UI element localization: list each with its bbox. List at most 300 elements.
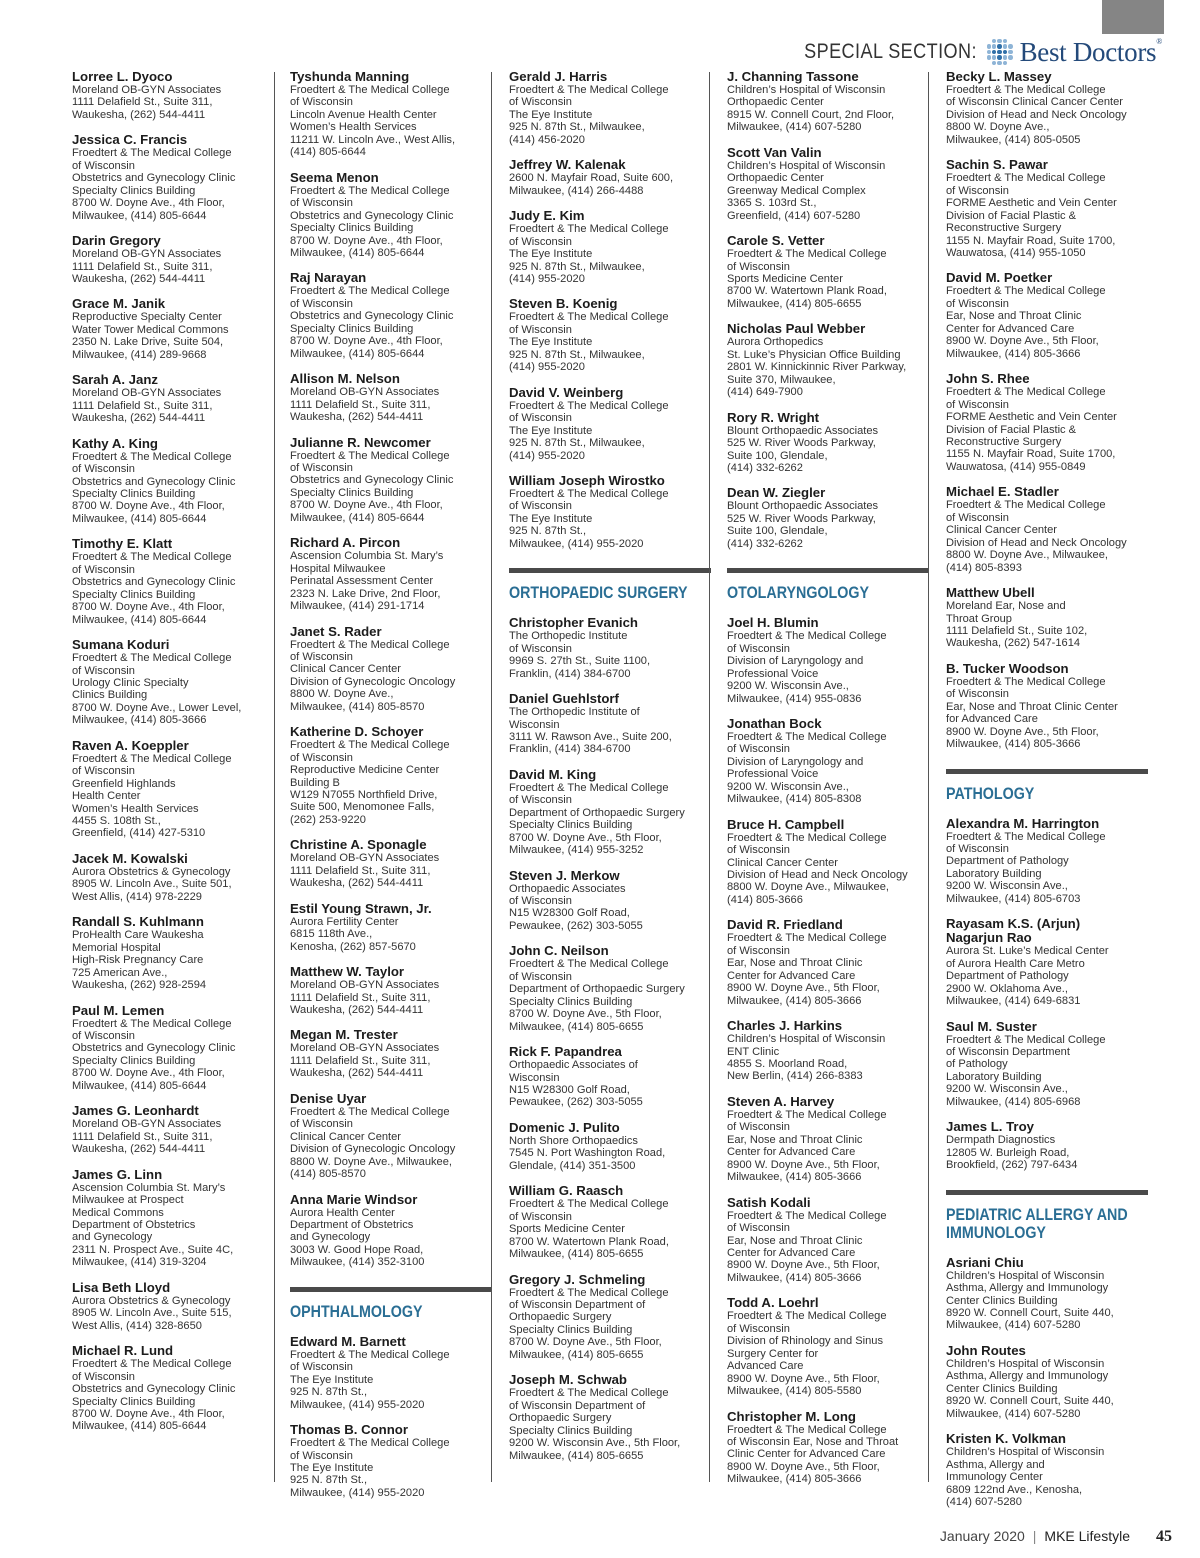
doctor-address-line: Froedtert & The Medical College xyxy=(946,285,1106,298)
doctor-address-line: (414) 805-3666 xyxy=(727,893,803,906)
doctor-address-line: Milwaukee, (414) 607-5280 xyxy=(946,1407,1081,1420)
brand-name: Best Doctors xyxy=(1019,36,1157,67)
doctor-address-line: 925 N. 87th St., Milwaukee, xyxy=(509,121,645,134)
doctor-address-line: Clinical Cancer Center xyxy=(727,856,838,869)
doctor-address-line: of Wisconsin xyxy=(727,1322,790,1335)
doctor-name: Christopher M. Long xyxy=(727,1408,856,1424)
doctor-entry xyxy=(72,1004,274,1093)
doctor-name: Raven A. Koeppler xyxy=(72,737,189,753)
doctor-name: Jacek M. Kowalski xyxy=(72,850,188,866)
doctor-address-line: Milwaukee, (414) 266-4488 xyxy=(509,184,644,197)
doctor-address-line: 3111 W. Rawson Ave., Suite 200, xyxy=(509,730,672,743)
doctor-address-line: Greenfield, (414) 427-5310 xyxy=(72,827,206,840)
doctor-address-line: Froedtert & The Medical College xyxy=(290,739,450,752)
doctor-name: Steven B. Koenig xyxy=(509,296,618,312)
page-number: 45 xyxy=(1156,1528,1172,1545)
doctor-entry xyxy=(727,1019,929,1083)
doctor-address-line: Division of Rhinology and Sinus xyxy=(727,1335,884,1348)
doctor-address-line: Milwaukee, (414) 805-6644 xyxy=(72,613,207,626)
doctor-address-line: Milwaukee, (414) 289-9668 xyxy=(72,348,207,361)
doctor-address-line: Reproductive Medicine Center xyxy=(290,764,440,777)
doctor-address-line: of Wisconsin xyxy=(727,1222,790,1235)
doctor-name: Megan M. Trester xyxy=(290,1027,398,1043)
doctor-entry xyxy=(946,586,1148,650)
doctor-address-line: 8800 W. Doyne Ave., xyxy=(946,121,1050,134)
doctor-address-line: (414) 332-6262 xyxy=(727,537,803,550)
doctor-address-line: 8900 W. Doyne Ave., 5th Floor, xyxy=(727,982,880,995)
doctor-name: J. Channing Tassone xyxy=(727,69,859,84)
doctor-address-line: of Wisconsin Department of xyxy=(509,1399,646,1412)
doctor-address-line: of Wisconsin xyxy=(946,843,1009,856)
doctor-address-line: (262) 253-9220 xyxy=(290,813,366,826)
doctor-address-line: Moreland OB-GYN Associates xyxy=(290,852,440,865)
doctor-address-line: 925 N. 87th St., Milwaukee, xyxy=(509,348,645,361)
doctor-address-line: Obstetrics and Gynecology Clinic xyxy=(72,1042,236,1055)
doctor-address-line: Milwaukee, (414) 805-6644 xyxy=(290,347,425,360)
directory-column-3 xyxy=(509,70,711,1474)
doctor-address-line: Orthopaedic Surgery xyxy=(509,1311,612,1324)
doctor-entry xyxy=(290,271,492,360)
doctor-address-line: of Wisconsin xyxy=(290,650,353,663)
doctor-address-line: of Wisconsin xyxy=(509,235,572,248)
doctor-name: David V. Weinberg xyxy=(509,384,624,400)
doctor-address-line: (414) 805-6644 xyxy=(290,146,366,159)
doctor-address-line: Clinical Cancer Center xyxy=(290,1130,401,1143)
doctor-address-line: Milwaukee, (414) 805-3666 xyxy=(727,1171,862,1184)
doctor-address-line: The Eye Institute xyxy=(509,512,593,525)
doctor-name: Grace M. Janik xyxy=(72,296,166,312)
doctor-entry xyxy=(946,372,1148,473)
doctor-address-line: Froedtert & The Medical College xyxy=(72,752,232,765)
doctor-address-line: 8700 W. Doyne Ave., 4th Floor, xyxy=(72,1407,225,1420)
doctor-address-line: of Wisconsin xyxy=(509,412,572,425)
doctor-address-line: 8700 W. Doyne Ave., 4th Floor, xyxy=(290,335,443,348)
section-heading xyxy=(509,568,711,602)
doctor-address-line: 8700 W. Doyne Ave., 4th Floor, xyxy=(290,499,443,512)
doctor-address-line: Specialty Clinics Building xyxy=(72,1054,196,1067)
doctor-address-line: Milwaukee, (414) 955-2020 xyxy=(290,1398,425,1411)
section-rule xyxy=(509,568,711,573)
doctor-address-line: Froedtert & The Medical College xyxy=(727,248,887,261)
doctor-address-line: 8920 W. Connell Court, Suite 440, xyxy=(946,1395,1114,1408)
doctor-address-line: of Wisconsin xyxy=(72,159,135,172)
doctor-address-line: 8700 W. Doyne Ave., 4th Floor, xyxy=(72,601,225,614)
doctor-address-line: Memorial Hospital xyxy=(72,941,161,954)
doctor-entry xyxy=(509,386,711,462)
doctor-address-line: Milwaukee, (414) 805-6703 xyxy=(946,892,1081,905)
doctor-address-line: of Wisconsin xyxy=(509,794,572,807)
doctor-entry xyxy=(290,965,492,1016)
doctor-address-line: Milwaukee, (414) 805-6655 xyxy=(509,1449,644,1462)
doctor-name: Edward M. Barnett xyxy=(290,1333,406,1349)
doctor-address-line: Franklin, (414) 384-6700 xyxy=(509,667,631,680)
doctor-entry xyxy=(290,1028,492,1079)
doctor-name: Kathy A. King xyxy=(72,435,158,451)
doctor-address-line: Department of Orthopaedic Surgery xyxy=(509,983,685,996)
column-divider xyxy=(491,72,492,1482)
doctor-address-line: Waukesha, (262) 544-4411 xyxy=(72,272,206,285)
doctor-address-line: 1111 Delafield St., Suite 311, xyxy=(72,96,213,109)
doctor-name: John S. Rhee xyxy=(946,371,1030,387)
doctor-address-line: of Wisconsin Department of xyxy=(509,1299,646,1311)
doctor-address-line: 2600 N. Mayfair Road, Suite 600, xyxy=(509,172,674,185)
section-title: OPHTHALMOLOGY xyxy=(290,1301,423,1321)
doctor-address-line: Women’s Health Services xyxy=(72,802,199,815)
section-rule xyxy=(290,1287,492,1292)
doctor-address-line: Obstetrics and Gynecology Clinic xyxy=(290,209,454,222)
doctor-address-line: Greenfield, (414) 607-5280 xyxy=(727,209,861,222)
doctor-name: B. Tucker Woodson xyxy=(946,660,1069,676)
doctor-address-line: Specialty Clinics Building xyxy=(290,322,414,335)
doctor-name: Rick F. Papandrea xyxy=(509,1044,622,1060)
doctor-address-line: of Wisconsin xyxy=(946,297,1009,310)
doctor-entry xyxy=(72,537,274,626)
doctor-address-line: FORME Aesthetic and Vein Center xyxy=(946,197,1117,210)
doctor-address-line: 8900 W. Doyne Ave., 5th Floor, xyxy=(946,335,1099,348)
doctor-address-line: Suite 100, Glendale, xyxy=(727,449,828,462)
doctor-address-line: 12805 W. Burleigh Road, xyxy=(946,1146,1070,1159)
doctor-entry xyxy=(946,1020,1148,1109)
doctor-address-line: 9200 W. Wisconsin Ave., xyxy=(946,880,1068,893)
doctor-address-line: Aurora Health Center xyxy=(290,1206,395,1219)
doctor-entry xyxy=(290,838,492,889)
doctor-address-line: Specialty Clinics Building xyxy=(509,995,633,1008)
doctor-address-line: of Wisconsin Clinical Cancer Center xyxy=(946,96,1123,109)
doctor-address-line: Laboratory Building xyxy=(946,867,1042,880)
doctor-entry xyxy=(727,234,929,310)
doctor-address-line: 925 N. 87th St., xyxy=(509,525,587,538)
doctor-address-line: 8700 W. Doyne Ave., 5th Floor, xyxy=(509,1008,662,1021)
doctor-address-line: Ear, Nose and Throat Clinic xyxy=(946,310,1082,323)
doctor-name: Nicholas Paul Webber xyxy=(727,321,866,337)
doctor-address-line: Froedtert & The Medical College xyxy=(290,1348,450,1361)
doctor-address-line: Suite 500, Menomonee Falls, xyxy=(290,801,435,814)
doctor-entry xyxy=(290,372,492,423)
doctor-entry xyxy=(290,625,492,714)
doctor-address-line: Froedtert & The Medical College xyxy=(509,781,669,794)
doctor-address-line: Children’s Hospital of Wisconsin xyxy=(946,1357,1105,1370)
doctor-address-line: Department of Pathology xyxy=(946,970,1069,983)
doctor-address-line: Suite 100, Glendale, xyxy=(727,525,828,538)
doctor-address-line: Waukesha, (262) 544-4411 xyxy=(72,412,206,425)
doctor-name: Joseph M. Schwab xyxy=(509,1372,627,1388)
section-title: PATHOLOGY xyxy=(946,783,1035,803)
doctor-address-line: (414) 955-2020 xyxy=(509,272,585,285)
doctor-address-line: 1111 Delafield St., Suite 311, xyxy=(72,1130,213,1143)
doctor-name: Rayasam K.S. (Arjun) Nagarjun Rao xyxy=(946,916,1081,946)
doctor-address-line: of Wisconsin xyxy=(290,1361,353,1374)
doctor-name: Randall S. Kuhlmann xyxy=(72,914,204,930)
doctor-address-line: 8800 W. Doyne Ave., Milwaukee, xyxy=(946,549,1108,562)
doctor-entry xyxy=(727,322,929,398)
doctor-address-line: Froedtert & The Medical College xyxy=(290,1105,450,1118)
doctor-address-line: of Wisconsin xyxy=(509,96,572,109)
column-divider xyxy=(274,72,275,1482)
doctor-address-line: ENT Clinic xyxy=(727,1045,780,1058)
doctor-address-line: Froedtert & The Medical College xyxy=(946,499,1106,512)
doctor-address-line: (414) 955-2020 xyxy=(509,361,585,374)
doctor-address-line: 4855 S. Moorland Road, xyxy=(727,1058,848,1071)
doctor-address-line: Asthma, Allergy and Immunology xyxy=(946,1370,1109,1383)
doctor-name: Katherine D. Schoyer xyxy=(290,724,424,740)
doctor-name: James G. Leonhardt xyxy=(72,1103,199,1119)
doctor-entry xyxy=(290,171,492,260)
page-header xyxy=(776,37,1162,67)
doctor-address-line: (414) 607-5280 xyxy=(946,1495,1022,1508)
doctor-address-line: (414) 332-6262 xyxy=(727,461,803,474)
doctor-address-line: 8800 W. Doyne Ave., Milwaukee, xyxy=(727,881,889,894)
doctor-address-line: Department of Pathology xyxy=(946,855,1069,868)
doctor-entry xyxy=(509,158,711,197)
doctor-entry xyxy=(509,944,711,1033)
directory-column-1 xyxy=(72,70,274,1445)
doctor-address-line: (414) 805-8393 xyxy=(946,561,1022,574)
doctor-address-line: Division of Facial Plastic & xyxy=(946,423,1077,436)
doctor-address-line: Asthma, Allergy and Immunology xyxy=(946,1282,1109,1295)
doctor-entry xyxy=(509,1184,711,1260)
doctor-address-line: Milwaukee, (414) 955-2020 xyxy=(290,1486,425,1499)
page-footer xyxy=(939,1528,1172,1545)
doctor-address-line: Froedtert & The Medical College xyxy=(946,1033,1106,1046)
column-divider xyxy=(928,72,929,1482)
doctor-address-line: of Wisconsin xyxy=(72,765,135,778)
doctor-address-line: Department of Obstetrics xyxy=(290,1219,414,1231)
column-divider xyxy=(709,72,710,1482)
section-rule xyxy=(946,1190,1148,1195)
doctor-address-line: Froedtert & The Medical College xyxy=(509,223,669,236)
doctor-address-line: Milwaukee at Prospect xyxy=(72,1194,184,1207)
doctor-address-line: Milwaukee, (414) 805-6655 xyxy=(509,1020,644,1033)
doctor-address-line: of Wisconsin xyxy=(509,895,572,908)
doctor-address-line: of Wisconsin xyxy=(72,1030,135,1043)
doctor-entry xyxy=(290,725,492,826)
doctor-address-line: of Wisconsin xyxy=(509,970,572,983)
directory-column-2 xyxy=(290,70,492,1511)
doctor-name: William G. Raasch xyxy=(509,1183,624,1199)
doctor-entry xyxy=(727,486,929,550)
doctor-address-line: 925 N. 87th St., xyxy=(290,1386,368,1399)
doctor-address-line: Milwaukee, (414) 805-8570 xyxy=(290,700,425,713)
doctor-address-line: Milwaukee, (414) 805-6644 xyxy=(290,246,425,259)
doctor-address-line: 1111 Delafield St., Suite 102, xyxy=(946,624,1088,637)
doctor-name: John Routes xyxy=(946,1342,1026,1358)
doctor-address-line: Department of Orthopaedic Surgery xyxy=(509,806,685,819)
doctor-address-line: of Wisconsin xyxy=(290,1118,353,1131)
doctor-name: Steven A. Harvey xyxy=(727,1093,835,1109)
doctor-address-line: Milwaukee, (414) 805-6968 xyxy=(946,1095,1081,1108)
doctor-address-line: Froedtert & The Medical College xyxy=(946,675,1106,688)
doctor-address-line: 1111 Delafield St., Suite 311, xyxy=(290,991,431,1004)
doctor-address-line: of Wisconsin xyxy=(290,461,353,474)
doctor-name: Jeffrey W. Kalenak xyxy=(509,157,626,173)
doctor-address-line: 8905 W. Lincoln Ave., Suite 515, xyxy=(72,1307,232,1320)
doctor-address-line: 8800 W. Doyne Ave., Milwaukee, xyxy=(290,1155,452,1168)
doctor-address-line: Division of Head and Neck Oncology xyxy=(946,536,1127,549)
doctor-address-line: Froedtert & The Medical College xyxy=(727,831,887,844)
doctor-address-line: Clinical Cancer Center xyxy=(946,524,1057,537)
doctor-address-line: Dermpath Diagnostics xyxy=(946,1134,1056,1147)
doctor-address-line: 1111 Delafield St., Suite 311, xyxy=(290,1054,431,1067)
doctor-address-line: Specialty Clinics Building xyxy=(72,184,196,197)
doctor-address-line: Froedtert & The Medical College xyxy=(509,399,669,412)
doctor-address-line: Urology Clinic Specialty xyxy=(72,676,189,689)
doctor-entry xyxy=(727,70,929,134)
doctor-entry xyxy=(727,717,929,806)
magazine-name: MKE Lifestyle xyxy=(1044,1528,1130,1544)
doctor-name: Scott Van Valin xyxy=(727,144,822,160)
doctor-address-line: 8700 W. Doyne Ave., Lower Level, xyxy=(72,701,242,714)
doctor-address-line: of Wisconsin xyxy=(727,944,790,957)
doctor-address-line: 7545 N. Port Washington Road, xyxy=(509,1147,666,1160)
doctor-address-line: 9969 S. 27th St., Suite 1100, xyxy=(509,655,651,668)
doctor-address-line: Milwaukee, (414) 805-6644 xyxy=(72,1079,207,1092)
doctor-entry xyxy=(509,1273,711,1362)
doctor-name: Tyshunda Manning xyxy=(290,69,410,84)
doctor-address-line: Obstetrics and Gynecology Clinic xyxy=(72,1383,236,1396)
doctor-name: James G. Linn xyxy=(72,1166,163,1182)
doctor-address-line: Froedtert & The Medical College xyxy=(727,630,887,643)
doctor-address-line: 8700 W. Watertown Plank Road, xyxy=(509,1235,669,1248)
doctor-name: Denise Uyar xyxy=(290,1090,367,1106)
doctor-address-line: of Wisconsin xyxy=(290,1449,353,1462)
doctor-entry xyxy=(509,869,711,933)
doctor-address-line: Waukesha, (262) 544-4411 xyxy=(290,1004,424,1017)
doctor-entry xyxy=(72,133,274,222)
doctor-address-line: Asthma, Allergy and xyxy=(946,1458,1045,1471)
doctor-address-line: Milwaukee, (414) 955-2020 xyxy=(509,537,644,550)
doctor-address-line: Milwaukee, (414) 805-6644 xyxy=(290,511,425,524)
doctor-address-line: 8900 W. Doyne Ave., 5th Floor, xyxy=(946,725,1099,738)
doctor-address-line: Ascension Columbia St. Mary’s xyxy=(72,1181,226,1194)
doctor-address-line: 9200 W. Wisconsin Ave., xyxy=(727,780,849,793)
section-rule xyxy=(946,769,1148,774)
doctor-address-line: 1155 N. Mayfair Road, Suite 1700, xyxy=(946,234,1116,247)
doctor-name: Christopher Evanich xyxy=(509,615,638,631)
doctor-address-line: Milwaukee, (414) 805-0505 xyxy=(946,133,1081,146)
doctor-address-line: (414) 456-2020 xyxy=(509,133,585,146)
doctor-address-line: Obstetrics and Gynecology Clinic xyxy=(290,474,454,487)
doctor-address-line: Froedtert & The Medical College xyxy=(72,147,232,160)
doctor-address-line: (414) 955-2020 xyxy=(509,449,585,462)
doctor-entry xyxy=(727,616,929,705)
doctor-address-line: Children’s Hospital of Wisconsin xyxy=(727,159,886,172)
doctor-address-line: Reconstructive Surgery xyxy=(946,435,1062,448)
doctor-entry xyxy=(727,818,929,907)
doctor-address-line: Froedtert & The Medical College xyxy=(509,487,669,500)
doctor-address-line: Medical Commons xyxy=(72,1206,164,1219)
doctor-address-line: Milwaukee, (414) 955-3252 xyxy=(509,844,644,857)
doctor-address-line: The Eye Institute xyxy=(509,108,593,121)
doctor-address-line: Moreland Ear, Nose and xyxy=(946,600,1066,613)
doctor-address-line: Milwaukee, (414) 607-5280 xyxy=(727,121,862,134)
doctor-address-line: Milwaukee, (414) 805-6655 xyxy=(727,297,862,310)
doctor-address-line: of Wisconsin xyxy=(727,642,790,655)
doctor-address-line: West Allis, (414) 328-8650 xyxy=(72,1319,202,1332)
doctor-entry xyxy=(946,1120,1148,1171)
doctor-address-line: Ear, Nose and Throat Clinic xyxy=(727,1133,863,1146)
doctor-name: Sumana Koduri xyxy=(72,637,170,653)
doctor-name: Paul M. Lemen xyxy=(72,1002,165,1018)
doctor-name: Raj Narayan xyxy=(290,270,367,286)
doctor-address-line: 1155 N. Mayfair Road, Suite 1700, xyxy=(946,448,1116,461)
doctor-name: Sachin S. Pawar xyxy=(946,157,1048,173)
section-rule xyxy=(727,568,929,573)
doctor-address-line: Milwaukee, (414) 805-6644 xyxy=(72,209,207,222)
doctor-address-line: Milwaukee, (414) 805-6644 xyxy=(72,512,207,525)
section-title: ORTHOPAEDIC SURGERY xyxy=(509,583,688,603)
doctor-entry xyxy=(946,271,1148,360)
doctor-address-line: Froedtert & The Medical College xyxy=(509,1198,669,1211)
doctor-address-line: Froedtert & The Medical College xyxy=(727,1310,887,1323)
doctor-name: Alexandra M. Harrington xyxy=(946,815,1100,831)
doctor-address-line: Clinical Cancer Center xyxy=(290,663,401,676)
doctor-address-line: Greenway Medical Complex xyxy=(727,184,866,197)
doctor-address-line: of Wisconsin xyxy=(509,642,572,655)
doctor-address-line: 8905 W. Lincoln Ave., Suite 501, xyxy=(72,878,232,891)
doctor-name: Saul M. Suster xyxy=(946,1018,1037,1034)
doctor-address-line: Froedtert & The Medical College xyxy=(727,1423,887,1436)
doctor-entry xyxy=(509,209,711,285)
doctor-entry xyxy=(509,1373,711,1462)
doctor-address-line: Froedtert & The Medical College xyxy=(72,450,232,463)
doctor-address-line: Milwaukee, (414) 805-6644 xyxy=(72,1420,207,1433)
doctor-address-line: Reconstructive Surgery xyxy=(946,222,1062,235)
doctor-address-line: Aurora St. Luke’s Medical Center xyxy=(946,945,1109,958)
doctor-address-line: The Orthopedic Institute xyxy=(509,630,628,643)
doctor-address-line: Froedtert & The Medical College xyxy=(290,84,450,96)
doctor-entry xyxy=(72,70,274,121)
doctor-address-line: Waukesha, (262) 544-4411 xyxy=(290,411,424,424)
doctor-address-line: Specialty Clinics Building xyxy=(72,487,196,500)
doctor-name: William Joseph Wirostko xyxy=(509,472,665,488)
doctor-entry xyxy=(290,1423,492,1499)
doctor-name: Bruce H. Campbell xyxy=(727,816,845,832)
doctor-address-line: 8700 W. Doyne Ave., 4th Floor, xyxy=(72,500,225,513)
doctor-address-line: Froedtert & The Medical College xyxy=(72,1358,232,1371)
doctor-name: Matthew W. Taylor xyxy=(290,964,405,980)
doctor-address-line: The Eye Institute xyxy=(509,424,593,437)
doctor-entry xyxy=(72,373,274,424)
doctor-address-line: 8700 W. Watertown Plank Road, xyxy=(727,285,887,298)
doctor-entry xyxy=(72,739,274,840)
doctor-address-line: Aurora Obstetrics & Gynecology xyxy=(72,865,231,878)
doctor-entry xyxy=(946,662,1148,751)
doctor-address-line: Division of Head and Neck Oncology xyxy=(727,869,908,882)
doctor-address-line: New Berlin, (414) 266-8383 xyxy=(727,1070,863,1083)
doctor-address-line: Division of Gynecologic Oncology xyxy=(290,1143,456,1156)
doctor-entry xyxy=(946,1432,1148,1508)
doctor-address-line: Pewaukee, (262) 303-5055 xyxy=(509,1096,643,1109)
doctor-entry xyxy=(509,70,711,146)
doctor-address-line: Froedtert & The Medical College xyxy=(727,1209,887,1222)
doctor-address-line: Milwaukee, (414) 352-3100 xyxy=(290,1256,425,1269)
directory-column-4 xyxy=(727,70,929,1498)
doctor-address-line: Specialty Clinics Building xyxy=(509,1424,633,1437)
doctor-address-line: of Wisconsin xyxy=(290,751,353,764)
doctor-address-line: Lincoln Avenue Health Center xyxy=(290,108,437,121)
doctor-address-line: 3365 S. 103rd St., xyxy=(727,197,817,210)
doctor-address-line: Froedtert & The Medical College xyxy=(509,1387,669,1400)
doctor-address-line: 2323 N. Lake Drive, 2nd Floor, xyxy=(290,587,441,600)
doctor-address-line: 1111 Delafield St., Suite 311, xyxy=(290,864,431,877)
doctor-address-line: Ear, Nose and Throat Clinic xyxy=(727,957,863,970)
doctor-address-line: Aurora Obstetrics & Gynecology xyxy=(72,1294,231,1307)
doctor-address-line: 8700 W. Doyne Ave., 4th Floor, xyxy=(72,197,225,210)
doctor-address-line: Moreland OB-GYN Associates xyxy=(290,979,440,992)
doctor-address-line: Laboratory Building xyxy=(946,1070,1042,1083)
doctor-address-line: Milwaukee, (414) 805-5580 xyxy=(727,1385,862,1398)
doctor-entry xyxy=(509,692,711,756)
